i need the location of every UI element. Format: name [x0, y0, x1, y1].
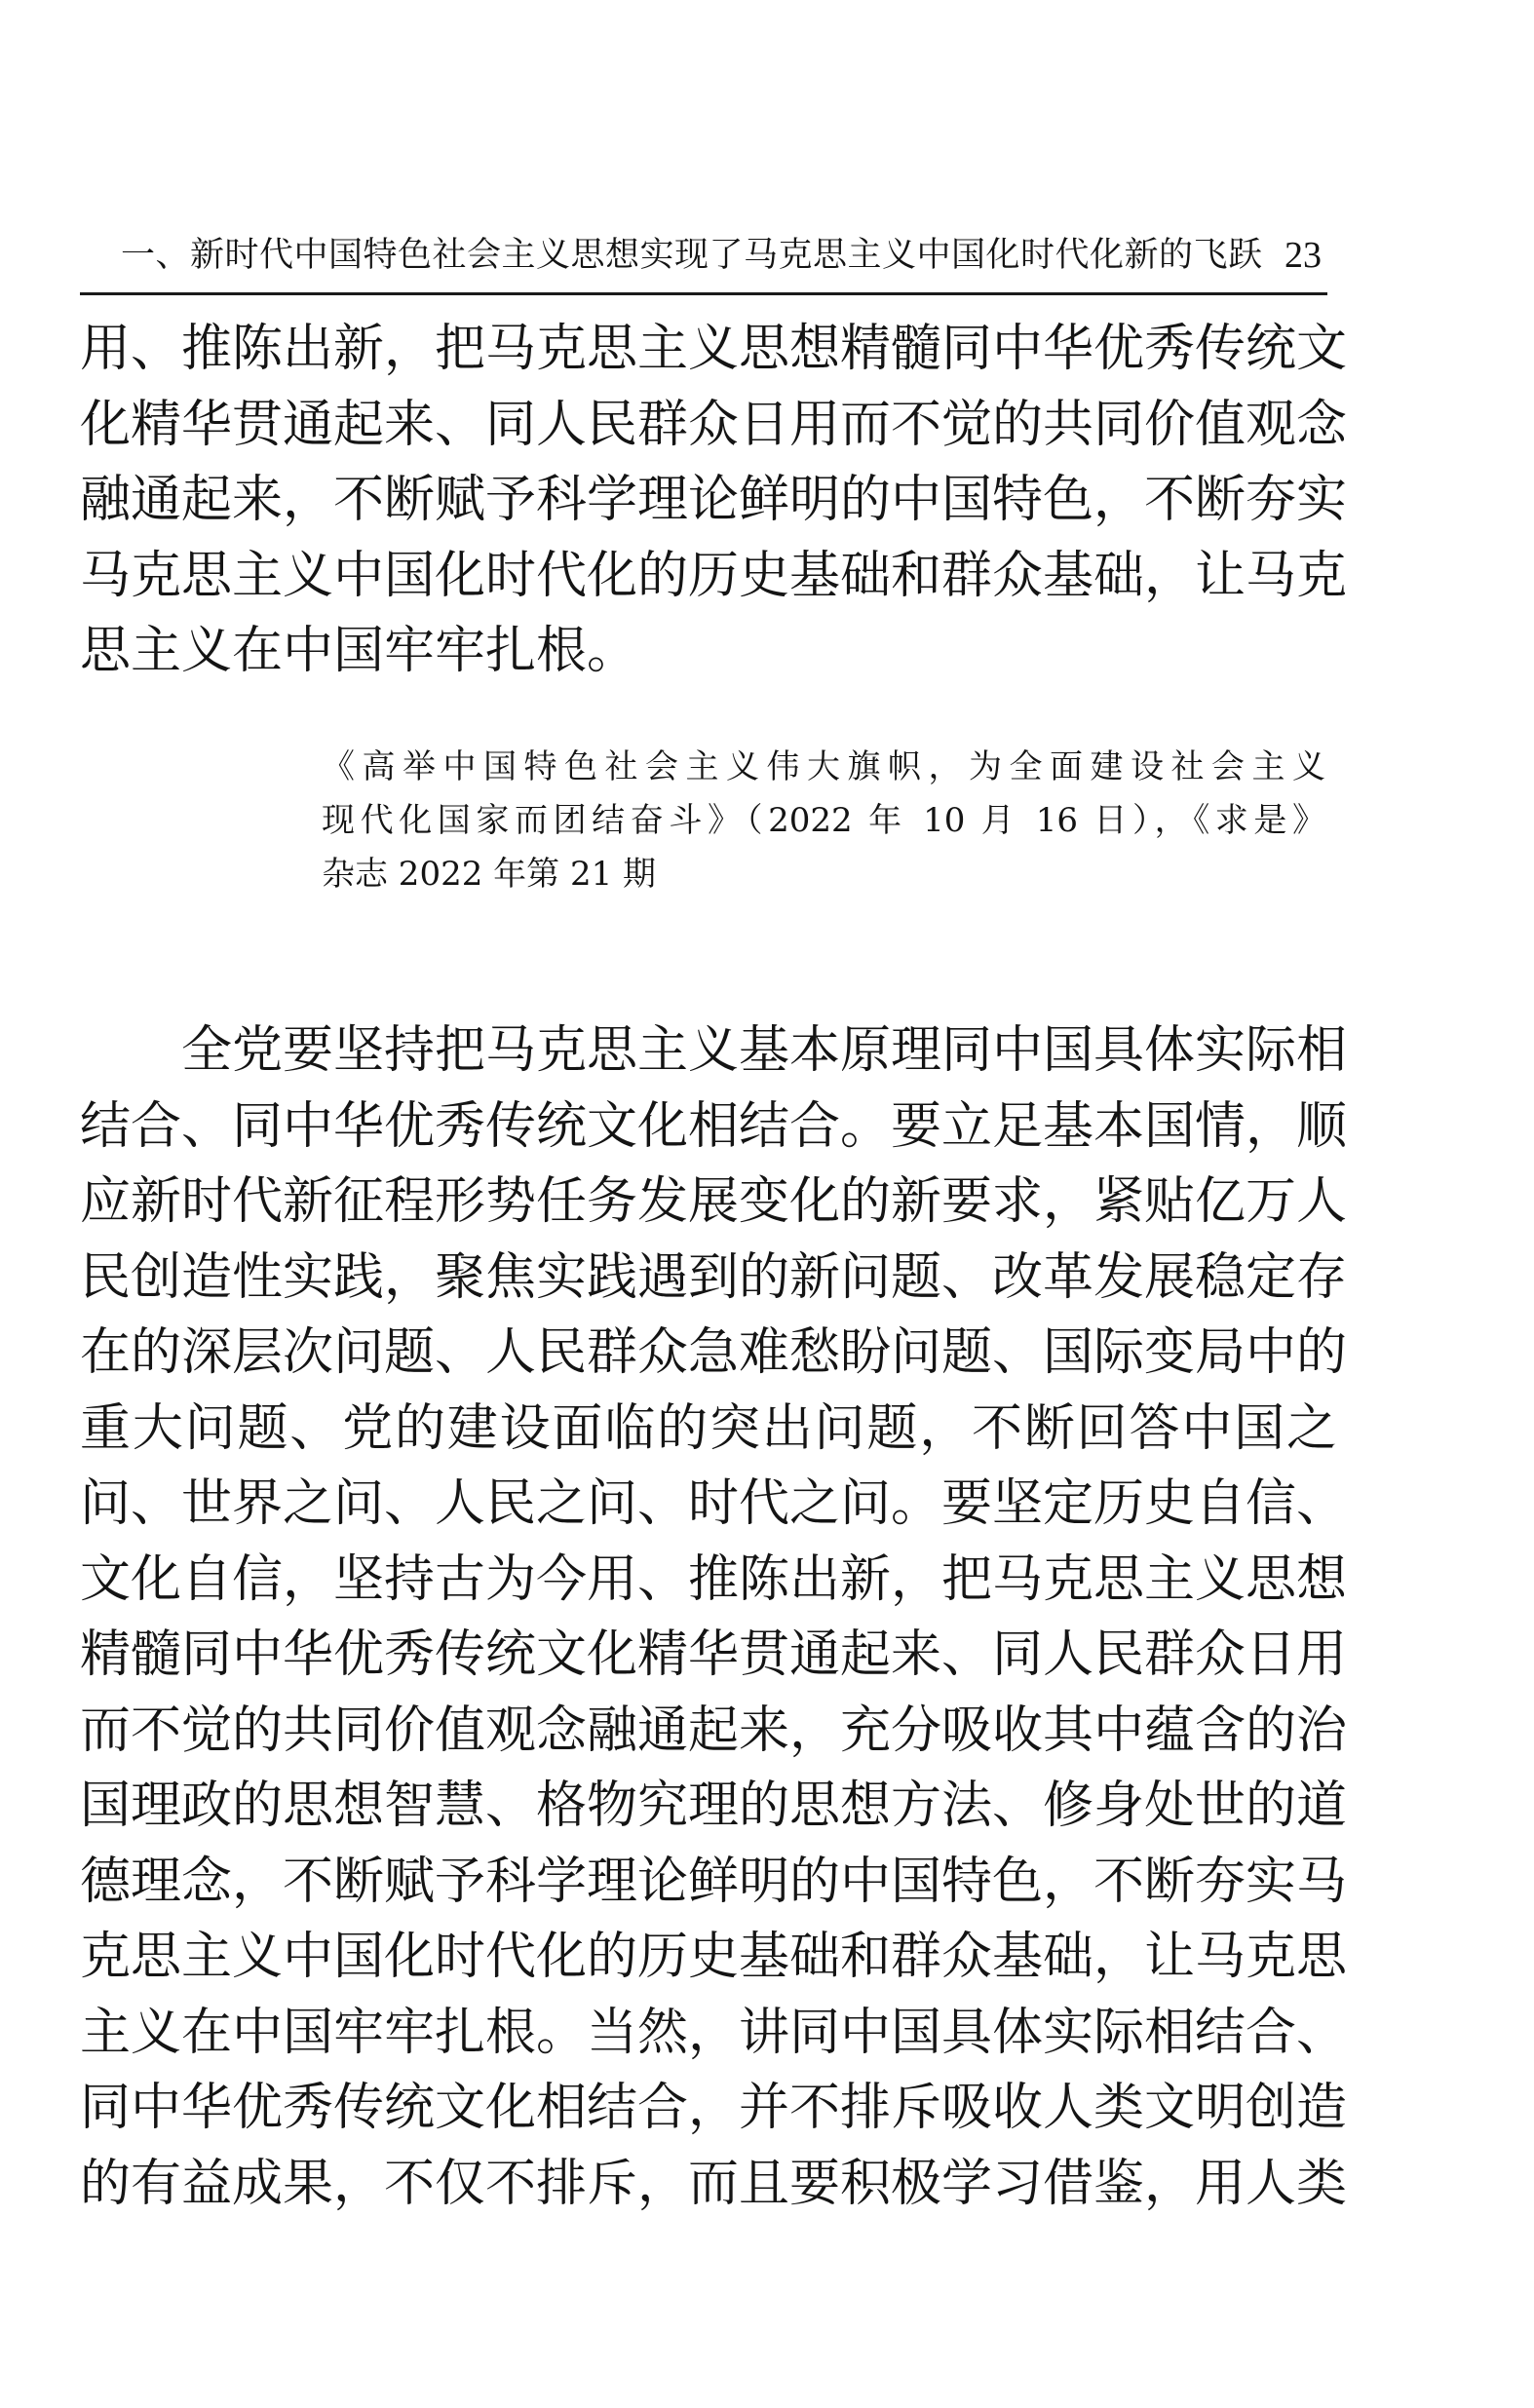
text-line: 重大问题、党的建设面临的突出问题，不断回答中国之 — [80, 1398, 1337, 1458]
text-line: 马克思主义中国化时代化的历史基础和群众基础，让马克 — [80, 546, 1348, 605]
text-line: 思主义在中国牢牢扎根。 — [80, 622, 638, 680]
source-citation — [322, 741, 1325, 901]
chapter-title: 一、新时代中国特色社会主义思想实现了马克思主义中国化时代化新的飞跃 — [121, 236, 1263, 275]
text-line: 克思主义中国化时代化的历史基础和群众基础，让马克思 — [80, 1928, 1348, 1986]
text-line: 结合、同中华优秀传统文化相结合。要立足基本国情，顺 — [80, 1096, 1348, 1156]
text-line: 精髓同中华优秀传统文化精华贯通起来、同人民群众日用 — [80, 1625, 1348, 1684]
running-header — [80, 226, 1327, 285]
text-line: 应新时代新征程形势任务发展变化的新要求，紧贴亿万人 — [80, 1172, 1348, 1231]
text-line: 主义在中国牢牢扎根。当然，讲同中国具体实际相结合、 — [80, 2003, 1348, 2062]
citation-line: 《高举中国特色社会主义伟大旗帜，为全面建设社会主义 — [322, 747, 1325, 786]
text-line: 在的深层次问题、人民群众急难愁盼问题、国际变局中的 — [80, 1323, 1348, 1382]
text-line: 德理念，不断赋予科学理论鲜明的中国特色，不断夯实马 — [80, 1852, 1348, 1911]
page-number: 23 — [1285, 235, 1322, 276]
text-line: 用、推陈出新，把马克思主义思想精髓同中华优秀传统文 — [80, 320, 1348, 378]
header-divider — [80, 292, 1327, 295]
paragraph-main — [80, 1013, 1348, 2222]
text-line: 民创造性实践，聚焦实践遇到的新问题、改革发展稳定存 — [80, 1247, 1348, 1307]
text-line: 同中华优秀传统文化相结合，并不排斥吸收人类文明创造 — [80, 2079, 1348, 2137]
text-line: 融通起来，不断赋予科学理论鲜明的中国特色，不断夯实 — [80, 471, 1348, 529]
text-line: 文化自信，坚持古为今用、推陈出新，把马克思主义思想 — [80, 1549, 1348, 1609]
paragraph-continued — [80, 312, 1348, 690]
text-line: 全党要坚持把马克思主义基本原理同中国具体实际相 — [181, 1021, 1348, 1080]
text-line: 问、世界之问、人民之问、时代之问。要坚定历史自信、 — [80, 1474, 1348, 1533]
text-line: 国理政的思想智慧、格物究理的思想方法、修身处世的道 — [80, 1777, 1348, 1835]
citation-line: 现代化国家而团结奋斗》（2022 年 10 月 16 日），《求是》 — [322, 801, 1325, 840]
text-line: 而不觉的共同价值观念融通起来，充分吸收其中蕴含的治 — [80, 1701, 1348, 1760]
text-line: 的有益成果，不仅不排斥，而且要积极学习借鉴，用人类 — [80, 2154, 1348, 2213]
citation-line: 杂志 2022 年第 21 期 — [322, 855, 657, 894]
text-line: 化精华贯通起来、同人民群众日用而不觉的共同价值观念 — [80, 395, 1348, 454]
